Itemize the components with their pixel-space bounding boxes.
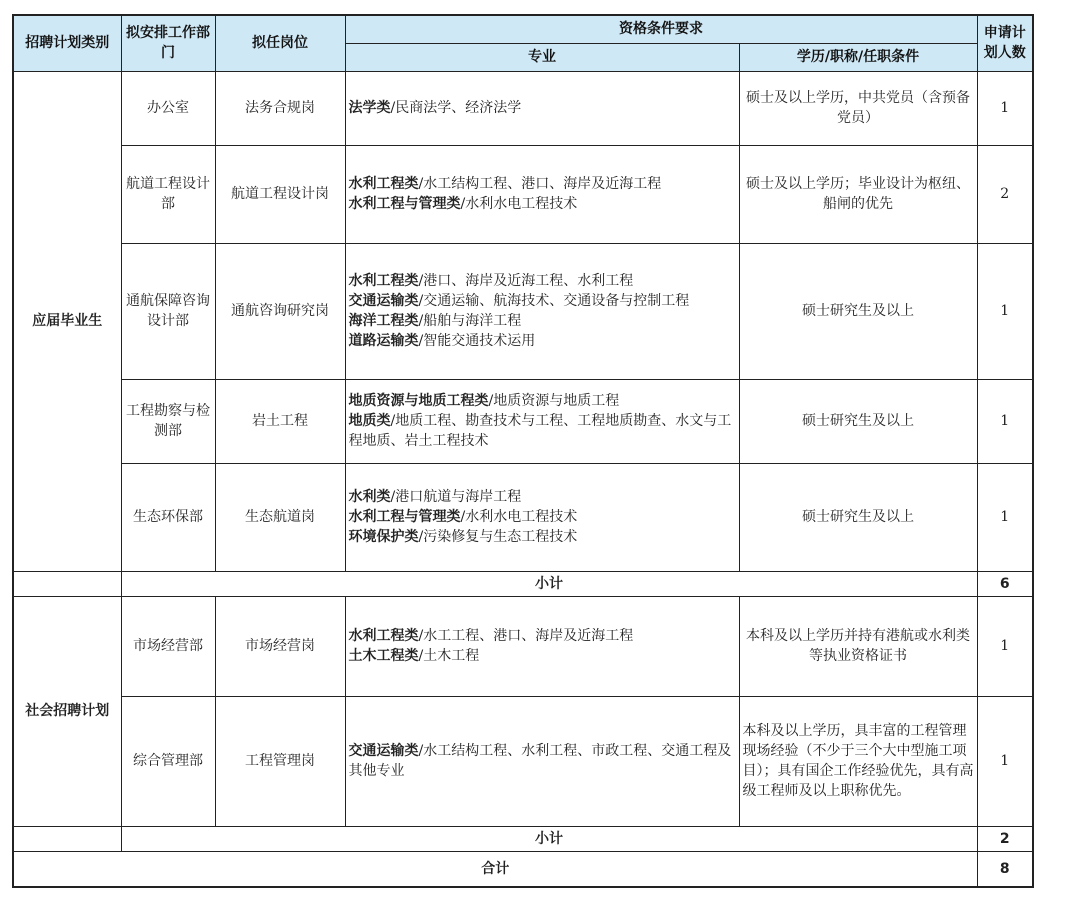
position-cell: 通航咨询研究岗 <box>215 243 345 379</box>
education-cell: 硕士研究生及以上 <box>739 463 977 571</box>
header-qualification: 资格条件要求 <box>345 15 977 43</box>
header-education: 学历/职称/任职条件 <box>739 43 977 71</box>
count-cell: 1 <box>977 463 1033 571</box>
major-cell: 水利工程类/水工结构工程、港口、海岸及近海工程 水利工程与管理类/水利水电工程技术 <box>345 145 739 243</box>
department-cell: 通航保障咨询设计部 <box>121 243 215 379</box>
education-cell: 硕士研究生及以上 <box>739 243 977 379</box>
table-row <box>13 463 1033 571</box>
major-cell: 地质资源与地质工程类/地质资源与地质工程 地质类/地质工程、勘查技术与工程、工程地质勘查、水文与工程地质、岩土工程技术 <box>345 379 739 463</box>
education-cell: 硕士及以上学历；毕业设计为枢纽、船闸的优先 <box>739 145 977 243</box>
subtotal-label: 小计 <box>121 571 977 596</box>
table-row <box>13 696 1033 826</box>
position-cell: 市场经营岗 <box>215 596 345 696</box>
major-cell: 法学类/民商法学、经济法学 <box>345 71 739 145</box>
department-cell: 工程勘察与检测部 <box>121 379 215 463</box>
department-cell: 生态环保部 <box>121 463 215 571</box>
major-cell: 水利工程类/港口、海岸及近海工程、水利工程 交通运输类/交通运输、航海技术、交通设备与控制工程 海洋工程类/船舶与海洋工程 道路运输类/智能交通技术运用 <box>345 243 739 379</box>
count-cell: 1 <box>977 71 1033 145</box>
major-cell: 交通运输类/水工结构工程、水利工程、市政工程、交通工程及其他专业 <box>345 696 739 826</box>
position-cell: 生态航道岗 <box>215 463 345 571</box>
category-cell: 应届毕业生 <box>13 71 121 571</box>
header-category: 招聘计划类别 <box>13 15 121 71</box>
total-row <box>13 851 1033 887</box>
header-position: 拟任岗位 <box>215 15 345 71</box>
department-cell: 航道工程设计部 <box>121 145 215 243</box>
department-cell: 办公室 <box>121 71 215 145</box>
subtotal-label: 小计 <box>121 826 977 851</box>
header-department: 拟安排工作部门 <box>121 15 215 71</box>
table-row <box>13 243 1033 379</box>
category-cell: 社会招聘计划 <box>13 596 121 826</box>
total-label: 合计 <box>13 851 977 887</box>
table-row <box>13 145 1033 243</box>
recruitment-table <box>12 14 1034 888</box>
table-row <box>13 379 1033 463</box>
major-cell: 水利类/港口航道与海岸工程 水利工程与管理类/水利水电工程技术 环境保护类/污染修复与生态工程技术 <box>345 463 739 571</box>
count-cell: 1 <box>977 379 1033 463</box>
department-cell: 市场经营部 <box>121 596 215 696</box>
major-cell: 水利工程类/水工工程、港口、海岸及近海工程 土木工程类/土木工程 <box>345 596 739 696</box>
header-major: 专业 <box>345 43 739 71</box>
education-cell: 硕士及以上学历，中共党员（含预备党员） <box>739 71 977 145</box>
total-value: 8 <box>977 851 1033 887</box>
subtotal-value: 6 <box>977 571 1033 596</box>
header-count: 申请计划人数 <box>977 15 1033 71</box>
department-cell: 综合管理部 <box>121 696 215 826</box>
table-row <box>13 596 1033 696</box>
count-cell: 1 <box>977 696 1033 826</box>
position-cell: 岩土工程 <box>215 379 345 463</box>
position-cell: 工程管理岗 <box>215 696 345 826</box>
education-cell: 硕士研究生及以上 <box>739 379 977 463</box>
education-cell: 本科及以上学历，具丰富的工程管理现场经验（不少于三个大中型施工项目）；具有国企工作经验优先，具有高级工程师及以上职称优先。 <box>739 696 977 826</box>
count-cell: 2 <box>977 145 1033 243</box>
table-row <box>13 71 1033 145</box>
subtotal-value: 2 <box>977 826 1033 851</box>
count-cell: 1 <box>977 243 1033 379</box>
education-cell: 本科及以上学历并持有港航或水利类等执业资格证书 <box>739 596 977 696</box>
count-cell: 1 <box>977 596 1033 696</box>
subtotal-row <box>13 826 1033 851</box>
subtotal-row <box>13 571 1033 596</box>
position-cell: 航道工程设计岗 <box>215 145 345 243</box>
position-cell: 法务合规岗 <box>215 71 345 145</box>
